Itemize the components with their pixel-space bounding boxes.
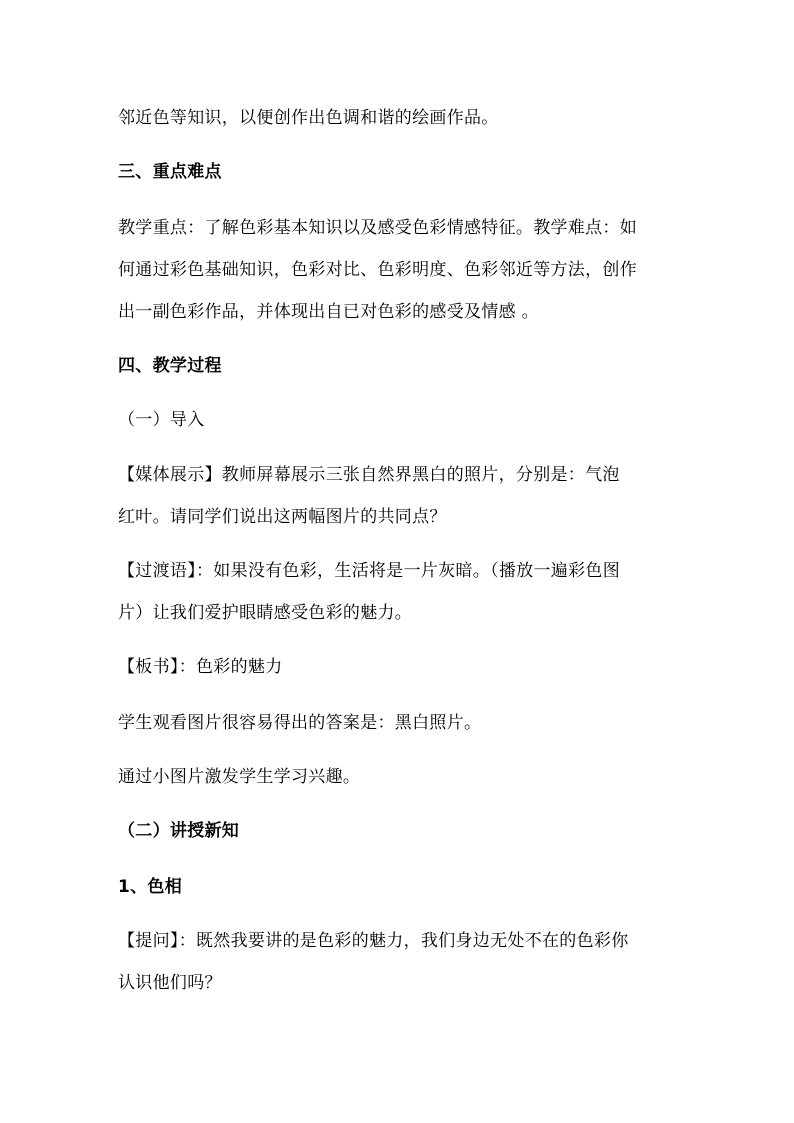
- paragraph-line: 红叶。请同学们说出这两幅图片的共同点？: [118, 507, 447, 527]
- subsection-heading: 1、色相: [118, 877, 183, 897]
- paragraph-line: 认识他们吗？: [118, 973, 222, 993]
- paragraph-line: 教学重点：了解色彩基本知识以及感受色彩情感特征。教学难点：如: [118, 218, 637, 238]
- subsection-heading: （二）讲授新知: [118, 821, 240, 841]
- paragraph-line: 出一副色彩作品，并体现出自已对色彩的感受及情感 。: [118, 302, 539, 322]
- paragraph-line: 【过渡语】：如果没有色彩，生活将是一片灰暗。（播放一遍彩色图: [118, 561, 620, 581]
- paragraph-line: 【提问】：既然我要讲的是色彩的魅力，我们身边无处不在的色彩你: [118, 931, 629, 951]
- paragraph-line: 【板书】：色彩的魅力: [118, 657, 283, 677]
- subsection-heading: （一）导入: [118, 410, 205, 430]
- paragraph-line: 片）让我们爱护眼睛感受色彩的魅力。: [118, 603, 413, 623]
- section-heading: 四、教学过程: [118, 356, 222, 376]
- paragraph-line: 邻近色等知识，以便创作出色调和谐的绘画作品。: [118, 108, 499, 128]
- section-heading: 三、重点难点: [118, 162, 222, 182]
- paragraph-line: 何通过彩色基础知识，色彩对比、色彩明度、色彩邻近等方法，创作: [118, 260, 637, 280]
- paragraph-line: 通过小图片激发学生学习兴趣。: [118, 767, 361, 787]
- paragraph-line: 学生观看图片很容易得出的答案是：黑白照片。: [118, 713, 482, 733]
- paragraph-line: 【媒体展示】教师屏幕展示三张自然界黑白的照片，分别是：气泡: [118, 465, 620, 485]
